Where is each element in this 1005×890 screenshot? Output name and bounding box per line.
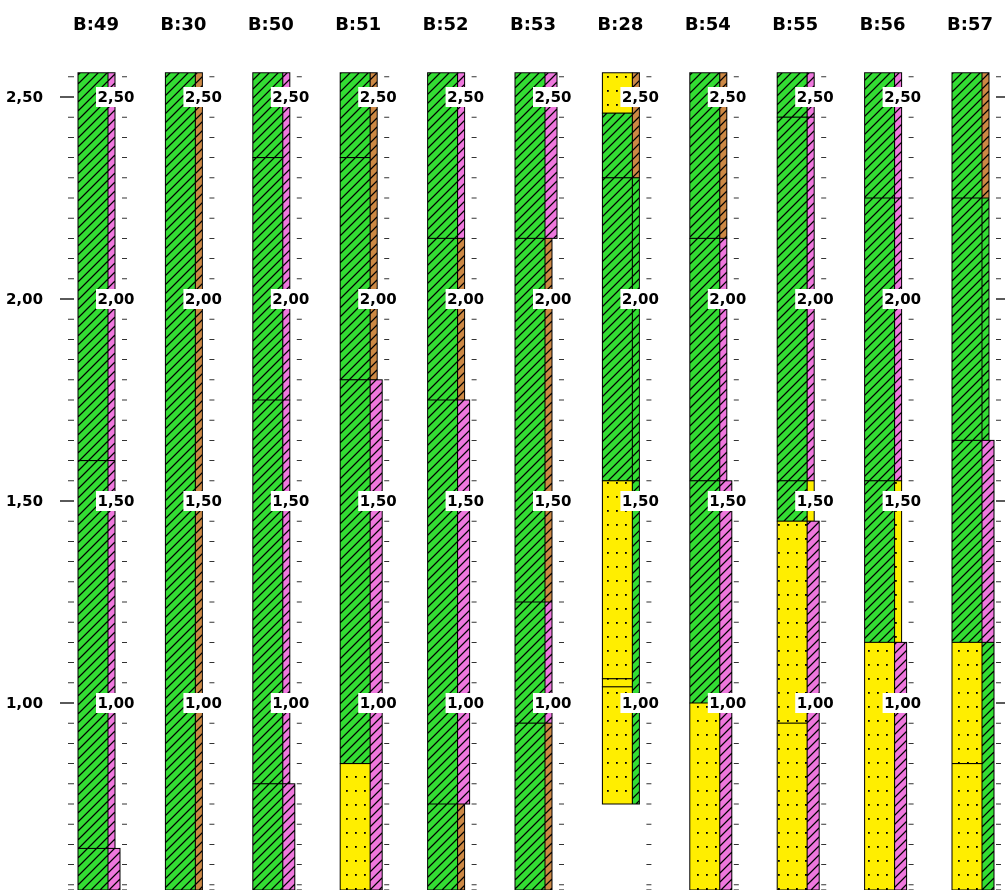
main-interval-pattern xyxy=(952,764,982,890)
main-interval xyxy=(78,73,108,461)
depth-label: 2,00 xyxy=(534,290,572,308)
depth-label: 2,50 xyxy=(884,88,922,106)
left-axis xyxy=(6,77,74,890)
side-interval-pattern xyxy=(458,238,465,400)
labels-layer xyxy=(6,14,993,890)
main-interval-pattern xyxy=(340,73,370,158)
side-interval xyxy=(545,723,552,890)
column-label: B:50 xyxy=(247,14,294,35)
depth-label: 1,00 xyxy=(884,694,922,712)
column-label: B:56 xyxy=(859,14,906,35)
side-interval xyxy=(370,73,377,380)
main-interval-pattern xyxy=(78,73,108,461)
side-interval xyxy=(195,73,202,890)
side-interval xyxy=(720,481,732,890)
main-interval xyxy=(690,481,720,703)
side-interval-pattern xyxy=(982,642,994,890)
main-interval-pattern xyxy=(602,178,632,481)
main-interval xyxy=(952,642,982,763)
main-interval-pattern xyxy=(253,784,283,890)
side-interval-pattern xyxy=(370,73,377,380)
side-interval-pattern xyxy=(895,198,902,481)
main-interval xyxy=(253,400,283,784)
side-interval-pattern xyxy=(370,380,382,890)
side-interval-pattern xyxy=(458,400,470,804)
main-interval-pattern xyxy=(865,198,895,481)
main-interval-pattern xyxy=(777,723,807,890)
side-interval xyxy=(982,642,994,890)
main-interval-pattern xyxy=(428,238,458,400)
column-label: B:28 xyxy=(597,14,644,35)
depth-label: 2,50 xyxy=(796,88,834,106)
main-interval xyxy=(952,73,982,198)
side-interval xyxy=(108,73,115,461)
side-interval-pattern xyxy=(458,804,465,890)
main-interval-pattern xyxy=(78,461,108,849)
main-interval-pattern xyxy=(865,642,895,890)
side-interval-pattern xyxy=(982,198,989,440)
main-interval xyxy=(253,73,283,158)
main-interval xyxy=(602,178,632,481)
depth-label: 2,00 xyxy=(97,290,135,308)
side-interval-pattern xyxy=(108,461,115,849)
column-label: B:57 xyxy=(947,14,993,35)
borehole-column xyxy=(253,73,310,890)
main-interval xyxy=(865,198,895,481)
depth-label: 1,50 xyxy=(621,492,659,510)
main-interval xyxy=(515,723,545,890)
depth-label: 1,50 xyxy=(884,492,922,510)
depth-label: 1,50 xyxy=(272,492,310,510)
depth-label: 1,00 xyxy=(272,694,310,712)
depth-label: 2,50 xyxy=(709,88,747,106)
depth-label: 2,00 xyxy=(709,290,747,308)
side-interval xyxy=(982,73,989,198)
column-label: B:30 xyxy=(160,14,207,35)
borehole-column xyxy=(340,73,394,890)
depth-label: 2,50 xyxy=(621,88,659,106)
main-interval-pattern xyxy=(78,848,108,890)
side-interval-pattern xyxy=(632,481,639,804)
side-interval xyxy=(895,642,907,890)
main-interval-pattern xyxy=(428,804,458,890)
left-axis-label: 1,00 xyxy=(6,694,44,712)
main-interval-pattern xyxy=(690,703,720,890)
side-interval xyxy=(283,784,295,890)
main-interval xyxy=(690,703,720,890)
depth-label: 1,50 xyxy=(184,492,222,510)
main-interval-pattern xyxy=(253,400,283,784)
main-interval xyxy=(777,521,807,723)
left-axis-label: 1,50 xyxy=(6,492,44,510)
side-interval-pattern xyxy=(108,73,115,461)
depth-label: 1,50 xyxy=(709,492,747,510)
depth-label: 2,00 xyxy=(359,290,397,308)
depth-label: 2,00 xyxy=(447,290,485,308)
left-axis-label: 2,00 xyxy=(6,290,44,308)
depth-label: 1,50 xyxy=(359,492,397,510)
side-interval xyxy=(458,400,470,804)
borehole-column xyxy=(865,73,922,890)
depth-label: 1,00 xyxy=(184,694,222,712)
main-interval xyxy=(340,73,370,158)
main-interval xyxy=(253,784,283,890)
borehole-column xyxy=(515,73,572,890)
column-label: B:55 xyxy=(772,14,819,35)
main-interval-pattern xyxy=(952,73,982,198)
main-interval xyxy=(428,400,458,804)
column-label: B:53 xyxy=(510,14,556,35)
column-label: B:49 xyxy=(73,14,119,35)
main-interval xyxy=(952,764,982,890)
borehole-column xyxy=(428,73,485,890)
main-interval xyxy=(865,642,895,890)
side-interval xyxy=(632,481,639,804)
side-interval xyxy=(283,73,290,400)
main-interval xyxy=(602,679,632,687)
depth-label: 2,00 xyxy=(621,290,659,308)
side-interval xyxy=(458,238,465,400)
depth-label: 2,50 xyxy=(447,88,485,106)
side-interval xyxy=(895,198,902,481)
depth-label: 2,50 xyxy=(97,88,135,106)
borehole-column xyxy=(165,73,219,890)
depth-label: 2,50 xyxy=(184,88,222,106)
depth-label: 2,00 xyxy=(796,290,834,308)
main-interval xyxy=(428,804,458,890)
depth-label: 1,00 xyxy=(709,694,747,712)
main-interval-pattern xyxy=(602,679,632,687)
side-interval-pattern xyxy=(720,481,732,890)
depth-label: 2,00 xyxy=(272,290,310,308)
side-interval xyxy=(982,440,994,642)
depth-label: 1,00 xyxy=(447,694,485,712)
side-interval xyxy=(982,198,989,440)
main-interval xyxy=(952,198,982,440)
main-interval-pattern xyxy=(428,400,458,804)
main-interval xyxy=(165,73,195,890)
side-interval-pattern xyxy=(283,73,290,400)
main-interval-pattern xyxy=(253,158,283,400)
main-interval-pattern xyxy=(777,521,807,723)
borehole-column xyxy=(952,73,1005,890)
side-interval-pattern xyxy=(982,73,989,198)
side-interval xyxy=(632,178,639,481)
main-interval-pattern xyxy=(340,158,370,380)
side-interval xyxy=(108,848,120,890)
borehole-column xyxy=(690,73,747,890)
main-interval-pattern xyxy=(690,481,720,703)
depth-label: 2,00 xyxy=(184,290,222,308)
main-interval xyxy=(78,461,108,849)
main-interval-pattern xyxy=(952,440,982,642)
main-interval-pattern xyxy=(253,73,283,158)
side-interval xyxy=(720,238,727,480)
side-interval-pattern xyxy=(895,642,907,890)
depth-label: 1,00 xyxy=(621,694,659,712)
left-axis-label: 2,50 xyxy=(6,88,44,106)
side-interval-pattern xyxy=(720,238,727,480)
depth-label: 2,50 xyxy=(359,88,397,106)
main-interval xyxy=(253,158,283,400)
side-interval-pattern xyxy=(108,848,120,890)
main-interval-pattern xyxy=(602,113,632,178)
depth-label: 2,00 xyxy=(884,290,922,308)
side-interval-pattern xyxy=(982,440,994,642)
depth-label: 1,00 xyxy=(534,694,572,712)
column-label: B:54 xyxy=(684,14,731,35)
depth-label: 1,00 xyxy=(796,694,834,712)
side-interval-pattern xyxy=(283,784,295,890)
main-interval xyxy=(428,238,458,400)
main-interval xyxy=(952,440,982,642)
depth-label: 1,50 xyxy=(97,492,135,510)
column-label: B:51 xyxy=(335,14,382,35)
side-interval xyxy=(458,804,465,890)
depth-label: 2,50 xyxy=(272,88,310,106)
borehole-column xyxy=(602,73,656,890)
main-interval-pattern xyxy=(340,764,370,890)
main-interval-pattern xyxy=(952,642,982,763)
borehole-column xyxy=(78,73,135,890)
main-interval-pattern xyxy=(515,723,545,890)
side-interval-pattern xyxy=(545,723,552,890)
columns-layer xyxy=(78,73,1005,890)
main-interval xyxy=(777,723,807,890)
main-interval-pattern xyxy=(165,73,195,890)
side-interval-pattern xyxy=(283,400,290,784)
side-interval xyxy=(370,380,382,890)
main-interval xyxy=(602,113,632,178)
borehole-column xyxy=(777,73,831,890)
depth-label: 1,00 xyxy=(359,694,397,712)
side-interval-pattern xyxy=(632,178,639,481)
side-interval xyxy=(283,400,290,784)
side-interval xyxy=(108,461,115,849)
main-interval xyxy=(78,848,108,890)
main-interval-pattern xyxy=(952,198,982,440)
main-interval xyxy=(340,158,370,380)
depth-label: 1,50 xyxy=(796,492,834,510)
side-interval-pattern xyxy=(195,73,202,890)
depth-label: 2,50 xyxy=(534,88,572,106)
main-interval xyxy=(340,764,370,890)
depth-label: 1,00 xyxy=(97,694,135,712)
main-interval-pattern xyxy=(690,238,720,480)
depth-label: 1,50 xyxy=(447,492,485,510)
main-interval xyxy=(690,238,720,480)
depth-label: 1,50 xyxy=(534,492,572,510)
column-label: B:52 xyxy=(422,14,469,35)
